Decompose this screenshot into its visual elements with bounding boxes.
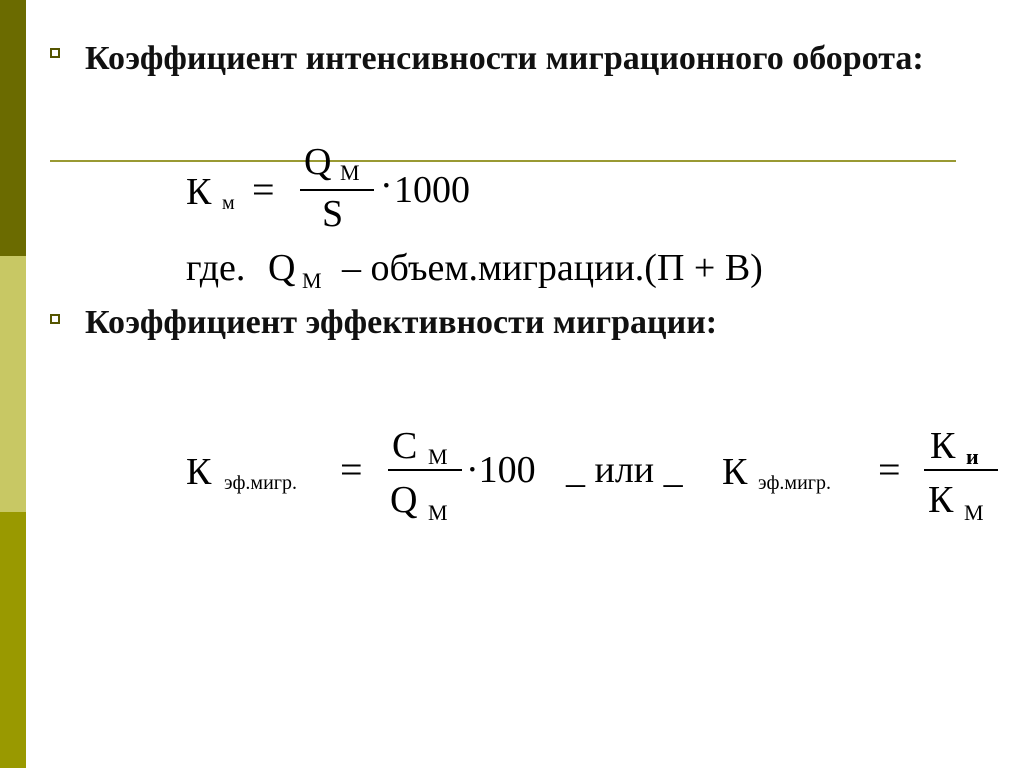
formula2-rhs-K-subscript: эф.мигр. xyxy=(758,472,831,494)
definition-Q-subscript: М xyxy=(302,268,322,293)
formula1-times: · xyxy=(380,165,393,207)
formula2-numerator2-K: К xyxy=(930,425,956,467)
formula2-numerator-C: С xyxy=(392,425,418,467)
formula2-denominator2-subscript: М xyxy=(964,500,984,525)
formula1-factor: 1000 xyxy=(394,169,470,211)
formula2-fraction-bar xyxy=(388,469,462,471)
formula1-K: К xyxy=(186,171,212,213)
divider-rule xyxy=(50,160,956,162)
heading-migration-intensity: Коэффициент интенсивности миграционного оборота: xyxy=(85,40,924,77)
formula2-fraction-bar-2 xyxy=(924,469,998,471)
definition-where: где. xyxy=(186,247,246,289)
square-bullet-icon xyxy=(50,314,60,324)
formula2-rhs-K: К xyxy=(722,451,748,493)
decor-stripe-bottom xyxy=(0,512,26,768)
formula1-fraction-bar xyxy=(300,189,374,191)
formula2-numerator2-subscript: и xyxy=(966,444,979,469)
formula1-numerator-subscript: М xyxy=(340,160,360,185)
formula2-denominator2-K: К xyxy=(928,479,954,521)
formula1-K-subscript: м xyxy=(222,192,235,214)
definition-Q: Q xyxy=(268,247,296,289)
formula1-equals: = xyxy=(252,167,275,212)
formula2-numerator-subscript: М xyxy=(428,444,448,469)
heading-migration-efficiency: Коэффициент эффективности миграции: xyxy=(85,304,718,341)
formula2-times-factor: ·100 xyxy=(466,449,536,491)
decor-stripe-middle xyxy=(0,256,26,512)
formula2-equals-2: = xyxy=(878,447,901,492)
square-bullet-icon xyxy=(50,48,60,58)
definition-text: – объем.миграции.(П + В) xyxy=(342,247,763,289)
formula2-or: _ или _ xyxy=(566,449,683,491)
formula2-K-subscript: эф.мигр. xyxy=(224,472,297,494)
formula1-numerator-Q: Q xyxy=(304,141,332,183)
formula2-denominator-Q: Q xyxy=(390,479,418,521)
formula2-K: К xyxy=(186,451,212,493)
formula1-denominator-S: S xyxy=(322,193,344,235)
formula2-denominator-subscript: М xyxy=(428,500,448,525)
decor-stripe-top xyxy=(0,0,26,256)
formula2-equals: = xyxy=(340,447,363,492)
